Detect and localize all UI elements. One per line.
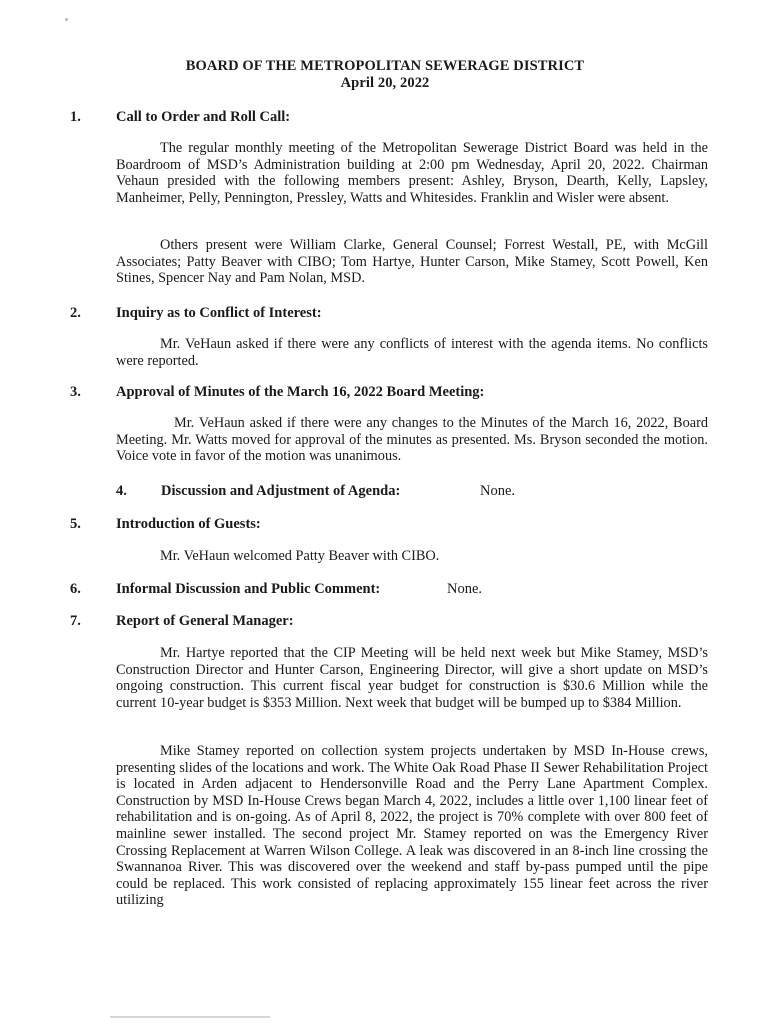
footer-remnant bbox=[110, 1016, 270, 1018]
section-3-heading: Approval of Minutes of the March 16, 2022 Board Meeting: bbox=[116, 384, 485, 400]
section-3-paragraph-1: Mr. VeHaun asked if there were any changes to the Minutes of the March 16, 2022, Board Meeting. Mr. Watts moved for approval of the minutes as presented. Ms. Bryson seconded the motion. Voice vote in favor of the motion was unanimous. bbox=[116, 415, 708, 465]
section-7-paragraph-2: Mike Stamey reported on collection system projects undertaken by MSD In-House crews, presenting slides of the locations and work. The White Oak Road Phase II Sewer Rehabilitation Project is located in Arden adjacent to Hendersonville Road and the Perry Lane Apartment Complex. Construction by MSD In-House Crews began March 4, 2022, includes a little over 1,100 linear feet of rehabilitation and is on-going. As of April 8, 2022, the project is 70% complete with over 800 feet of mainline sewer installed. The second project Mr. Stamey reported on was the Emergency River Crossing Replacement at Warren Wilson College. A leak was discovered in an 8-inch line crossing the Swannanoa River. This was discovered over the weekend and staff by-pass pumped until the pipe could be replaced. This work consisted of replacing approximately 155 linear feet across the river utilizing bbox=[116, 743, 708, 909]
section-2-paragraph-1: Mr. VeHaun asked if there were any conflicts of interest with the agenda items. No conflicts were reported. bbox=[116, 336, 708, 369]
section-7-paragraph-1: Mr. Hartye reported that the CIP Meeting will be held next week but Mike Stamey, MSD’s Construction Director and Hunter Carson, Engineering Director, will give a short update on MSD’s ongoing construction. This current fiscal year budget for construction is $30.6 Million while the current 10-year budget is $353 Million. Next week that budget will be bumped up to $384 Million. bbox=[116, 645, 708, 711]
section-1-paragraph-2: Others present were William Clarke, General Counsel; Forrest Westall, PE, with McGill Associates; Patty Beaver with CIBO; Tom Hartye, Hunter Carson, Mike Stamey, Scott Powell, Ken Stines, Spencer Nay and Pam Nolan, MSD. bbox=[116, 237, 708, 287]
section-1-paragraph-1: The regular monthly meeting of the Metropolitan Sewerage District Board was held in the Boardroom of MSD’s Administration building at 2:00 pm Wednesday, April 20, 2022. Chairman Vehaun presided with the following members present: Ashley, Bryson, Dearth, Kelly, Lapsley, Manheimer, Pelly, Pennington, Pressley, Watts and Whitesides. Franklin and Wisler were absent. bbox=[116, 140, 708, 206]
section-5-paragraph-1: Mr. VeHaun welcomed Patty Beaver with CIBO. bbox=[160, 548, 440, 564]
section-6-number: 6. bbox=[70, 581, 81, 597]
section-6-value: None. bbox=[447, 581, 483, 597]
section-6-heading: Informal Discussion and Public Comment: bbox=[116, 581, 381, 597]
section-4-heading: Discussion and Adjustment of Agenda: bbox=[161, 483, 401, 499]
section-7-heading: Report of General Manager: bbox=[116, 613, 294, 629]
section-7-number: 7. bbox=[70, 613, 81, 629]
meeting-date: April 20, 2022 bbox=[340, 75, 430, 91]
section-2-heading: Inquiry as to Conflict of Interest: bbox=[116, 305, 322, 321]
section-4-number: 4. bbox=[116, 483, 127, 499]
section-2-number: 2. bbox=[70, 305, 81, 321]
section-4-value: None. bbox=[480, 483, 516, 499]
document-title: BOARD OF THE METROPOLITAN SEWERAGE DISTRICT bbox=[185, 58, 585, 74]
section-5-heading: Introduction of Guests: bbox=[116, 516, 261, 532]
section-1-heading: Call to Order and Roll Call: bbox=[116, 109, 291, 125]
section-5-number: 5. bbox=[70, 516, 81, 532]
section-1-number: 1. bbox=[70, 109, 81, 125]
section-3-number: 3. bbox=[70, 384, 81, 400]
scan-speck bbox=[65, 18, 68, 21]
